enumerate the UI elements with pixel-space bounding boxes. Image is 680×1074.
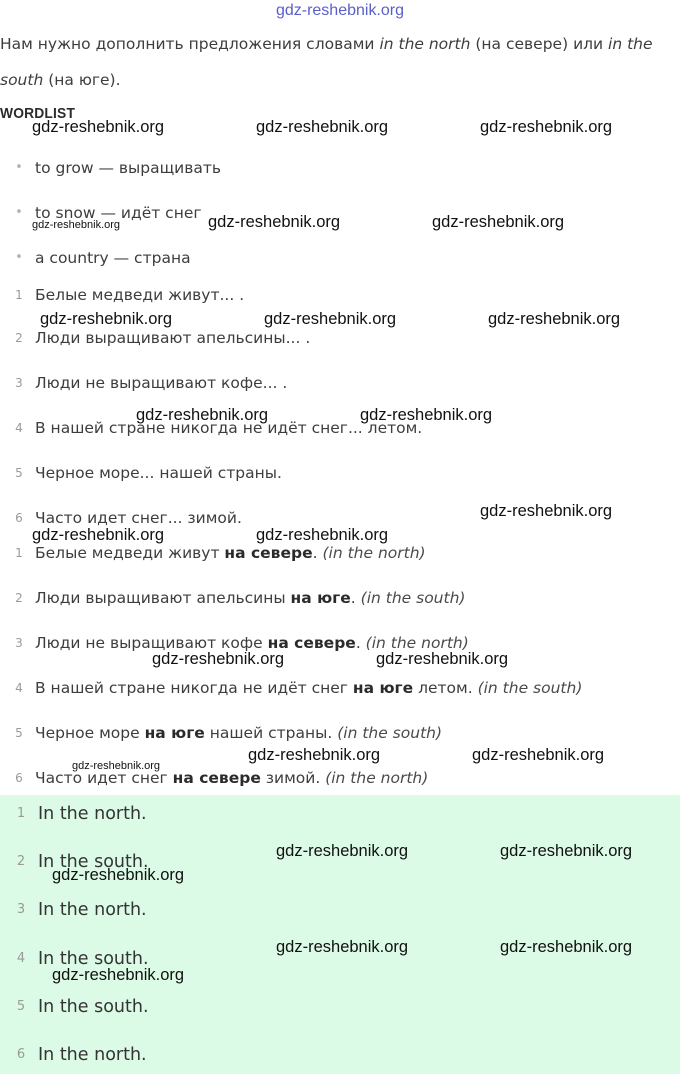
- wordlist-item-text: to snow — идёт снег: [35, 204, 202, 222]
- intro-text-1: Нам нужно дополнить предложения словами: [0, 35, 380, 53]
- item-number: 5: [16, 999, 26, 1014]
- solution-note: (in the south): [337, 724, 443, 742]
- wordlist-item: [0, 156, 670, 180]
- watermark: gdz-reshebnik.org: [276, 842, 409, 860]
- solution-before: Черное море: [35, 724, 145, 742]
- solution-after: нашей страны.: [204, 724, 338, 742]
- solution-after: .: [355, 634, 366, 652]
- item-number: 2: [15, 331, 23, 345]
- solution-answer: на юге: [144, 724, 205, 742]
- bullet-icon: •: [15, 250, 23, 265]
- exercise-item: [0, 326, 670, 350]
- intro-text-3: (на юге).: [43, 71, 121, 89]
- exercise-item: [0, 461, 670, 485]
- solution-note: (in the south): [477, 679, 583, 697]
- watermark: gdz-reshebnik.org: [432, 213, 565, 231]
- watermark: gdz-reshebnik.org: [208, 213, 341, 231]
- item-number: 3: [15, 636, 23, 650]
- solution-before: В нашей стране никогда не идёт снег: [35, 679, 353, 697]
- solution-after: зимой.: [260, 769, 326, 787]
- watermark: gdz-reshebnik.org: [248, 746, 381, 764]
- answers-panel: [0, 795, 680, 1074]
- watermark: gdz-reshebnik.org: [256, 526, 389, 544]
- intro-south-term: in the south: [0, 35, 653, 89]
- solution-note: (in the south): [360, 589, 466, 607]
- watermark: gdz-reshebnik.org: [264, 310, 397, 328]
- watermark: gdz-reshebnik.org: [480, 118, 613, 136]
- solution-before: Часто идет снег: [35, 769, 173, 787]
- watermark: gdz-reshebnik.org: [40, 310, 173, 328]
- exercise-text: Люди не выращивают кофе... .: [35, 374, 288, 392]
- wordlist-title: WORDLIST: [0, 105, 76, 122]
- solution-text: [35, 586, 465, 610]
- solution-answer: на севере: [172, 769, 261, 787]
- item-number: 1: [15, 546, 23, 560]
- item-number: 1: [16, 806, 26, 821]
- solution-before: Люди не выращивают кофе: [35, 634, 268, 652]
- answer-text: In the north.: [38, 1045, 147, 1065]
- intro-paragraph: [0, 26, 670, 98]
- solution-answer: на юге: [290, 589, 351, 607]
- intro-text-2: (на севере) или: [470, 35, 609, 53]
- item-number: 2: [16, 854, 26, 869]
- exercise-item: [0, 283, 670, 307]
- answer-text: In the south.: [38, 852, 149, 872]
- answer-item: [0, 897, 680, 923]
- solution-text: [35, 676, 582, 700]
- answer-item: [0, 1042, 680, 1068]
- solution-answer: на севере: [267, 634, 356, 652]
- watermark: gdz-reshebnik.org: [488, 310, 621, 328]
- bullet-icon: •: [15, 205, 23, 220]
- exercise-text: Черное море... нашей страны.: [35, 464, 282, 482]
- solution-after: .: [312, 544, 323, 562]
- watermark: gdz-reshebnik.org: [32, 526, 165, 544]
- item-number: 4: [15, 681, 23, 695]
- item-number: 4: [16, 951, 26, 966]
- solution-item: [0, 631, 670, 655]
- solution-answer: на юге: [352, 679, 414, 697]
- site-header-link[interactable]: gdz-reshebnik.org: [275, 2, 405, 19]
- watermark: gdz-reshebnik.org: [152, 650, 285, 668]
- intro-north-term: in the north: [379, 35, 471, 53]
- exercise-text: В нашей стране никогда не идёт снег... летом.: [35, 419, 423, 437]
- answer-item: [0, 994, 680, 1020]
- exercise-text: Люди выращивают апельсины... .: [35, 329, 311, 347]
- solution-note: (in the north): [322, 544, 426, 562]
- solution-answer: на севере: [224, 544, 313, 562]
- exercise-text: Белые медведи живут... .: [35, 286, 245, 304]
- wordlist-item-text: a country — страна: [35, 249, 191, 267]
- solution-text: [35, 721, 442, 745]
- watermark: gdz-reshebnik.org: [276, 938, 409, 956]
- answer-item: [0, 801, 680, 827]
- solution-item: [0, 676, 670, 700]
- solution-before: Белые медведи живут: [35, 544, 225, 562]
- answer-text: In the south.: [38, 997, 149, 1017]
- item-number: 6: [16, 1047, 26, 1062]
- watermark: gdz-reshebnik.org: [376, 650, 509, 668]
- item-number: 5: [15, 466, 23, 480]
- watermark: gdz-reshebnik.org: [32, 118, 165, 136]
- solution-note: (in the north): [365, 634, 469, 652]
- item-number: 6: [15, 771, 23, 785]
- bullet-icon: •: [15, 160, 23, 175]
- watermark: gdz-reshebnik.org: [472, 746, 605, 764]
- watermark: gdz-reshebnik.org: [136, 406, 269, 424]
- item-number: 3: [16, 902, 26, 917]
- wordlist-item-text: to grow — выращивать: [35, 159, 222, 177]
- watermark: gdz-reshebnik.org: [52, 866, 185, 884]
- item-number: 6: [15, 511, 23, 525]
- watermark: gdz-reshebnik.org: [480, 502, 613, 520]
- item-number: 4: [15, 421, 23, 435]
- answer-text: In the north.: [38, 900, 147, 920]
- watermark: gdz-reshebnik.org: [256, 118, 389, 136]
- solution-after: летом.: [413, 679, 478, 697]
- item-number: 1: [15, 288, 23, 302]
- solution-note: (in the north): [325, 769, 429, 787]
- solution-item: [0, 586, 670, 610]
- exercise-item: [0, 416, 670, 440]
- watermark: gdz-reshebnik.org: [500, 842, 633, 860]
- watermark: gdz-reshebnik.org: [52, 966, 185, 984]
- watermark: gdz-reshebnik.org: [360, 406, 493, 424]
- solution-before: Люди выращивают апельсины: [35, 589, 291, 607]
- solution-after: .: [350, 589, 361, 607]
- exercise-item: [0, 371, 670, 395]
- solution-item: [0, 721, 670, 745]
- watermark: gdz-reshebnik.org: [32, 219, 121, 231]
- exercise-text: Часто идет снег... зимой.: [35, 509, 242, 527]
- watermark: gdz-reshebnik.org: [500, 938, 633, 956]
- item-number: 2: [15, 591, 23, 605]
- watermark: gdz-reshebnik.org: [72, 760, 161, 772]
- wordlist-item: [0, 246, 670, 270]
- answer-text: In the north.: [38, 804, 147, 824]
- answer-text: In the south.: [38, 949, 149, 969]
- item-number: 5: [15, 726, 23, 740]
- item-number: 3: [15, 376, 23, 390]
